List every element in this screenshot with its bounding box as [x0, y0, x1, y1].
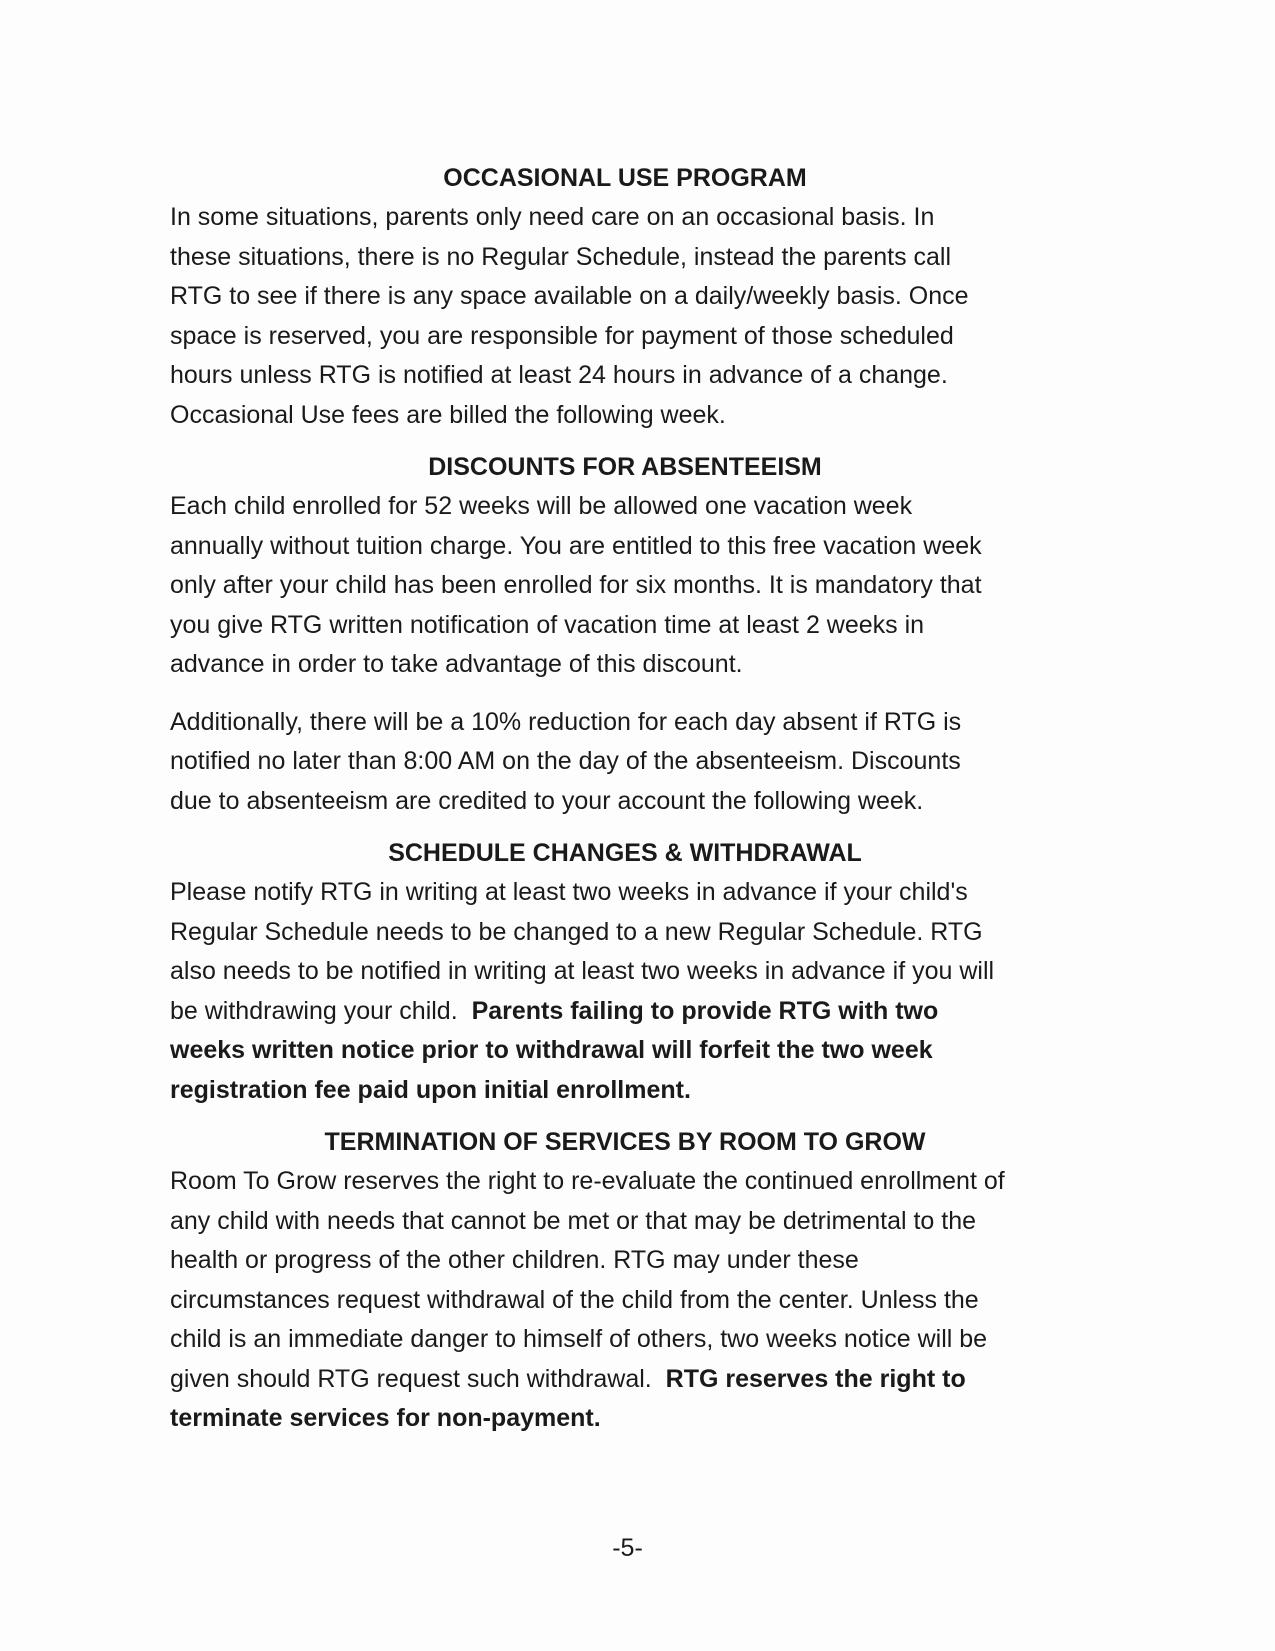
bold-text-line: Parents failing to provide RTG with two — [471, 996, 939, 1025]
paragraph-vacation-discount — [170, 487, 1090, 685]
section-heading-termination: TERMINATION OF SERVICES BY ROOM TO GROW — [324, 1128, 926, 1156]
paragraph-absence-reduction — [170, 703, 1090, 822]
text-line: be withdrawing your child. — [170, 996, 458, 1025]
text-line: any child with needs that cannot be met or that may be detrimental to the — [170, 1206, 977, 1235]
text-line: advance in order to take advantage of this discount. — [170, 650, 743, 678]
text-line: also needs to be notified in writing at least two weeks in advance if you will — [170, 957, 995, 985]
text-line: annually without tuition charge. You are entitled to this free vacation week — [170, 531, 982, 560]
bold-text-line: RTG reserves the right to — [665, 1364, 966, 1393]
text-line: only after your child has been enrolled for six months. It is mandatory that — [170, 571, 982, 599]
text-line: notified no later than 8:00 AM on the day of the absenteeism. Discounts — [170, 747, 961, 775]
text-line: child is an immediate danger to himself of others, two weeks notice will be — [170, 1325, 988, 1353]
paragraph-occasional-use — [170, 198, 1090, 435]
text-line: Occasional Use fees are billed the following week. — [170, 400, 726, 429]
page-content — [170, 158, 1090, 1439]
text-line: Additionally, there will be a 10% reduction for each day absent if RTG is — [170, 707, 962, 736]
text-line: you give RTG written notification of vacation time at least 2 weeks in — [170, 610, 925, 639]
bold-text-line: weeks written notice prior to withdrawal will forfeit the two week — [170, 1036, 933, 1064]
text-line: Regular Schedule needs to be changed to a new Regular Schedule. RTG — [170, 917, 983, 946]
text-line: Each child enrolled for 52 weeks will be allowed one vacation week — [170, 492, 913, 520]
paragraph-schedule-changes — [170, 873, 1090, 1110]
text-line: hours unless RTG is notified at least 24 hours in advance of a change. — [170, 361, 948, 389]
text-line: space is reserved, you are responsible for payment of those scheduled — [170, 321, 954, 350]
paragraph-termination — [170, 1162, 1090, 1439]
text-line: given should RTG request such withdrawal. — [170, 1364, 652, 1393]
text-line: Room To Grow reserves the right to re-evaluate the continued enrollment of — [170, 1167, 1005, 1195]
bold-text-line: terminate services for non-payment. — [170, 1404, 601, 1432]
text-line: circumstances request withdrawal of the child from the center. Unless the — [170, 1285, 979, 1314]
page-number: -5- — [612, 1534, 643, 1562]
section-heading-schedule-changes: SCHEDULE CHANGES & WITHDRAWAL — [388, 839, 862, 867]
text-line: these situations, there is no Regular Schedule, instead the parents call — [170, 242, 952, 271]
bold-text-line: registration fee paid upon initial enrollment. — [170, 1075, 691, 1104]
section-heading-discounts: DISCOUNTS FOR ABSENTEEISM — [428, 453, 822, 481]
text-line: health or progress of the other children. RTG may under these — [170, 1246, 859, 1274]
text-line: RTG to see if there is any space available on a daily/weekly basis. Once — [170, 282, 969, 310]
text-line: Please notify RTG in writing at least two weeks in advance if your child's — [170, 878, 968, 906]
text-line: due to absenteeism are credited to your account the following week. — [170, 786, 924, 815]
section-heading-occasional-use: OCCASIONAL USE PROGRAM — [443, 164, 807, 192]
text-line: In some situations, parents only need care on an occasional basis. In — [170, 203, 935, 231]
